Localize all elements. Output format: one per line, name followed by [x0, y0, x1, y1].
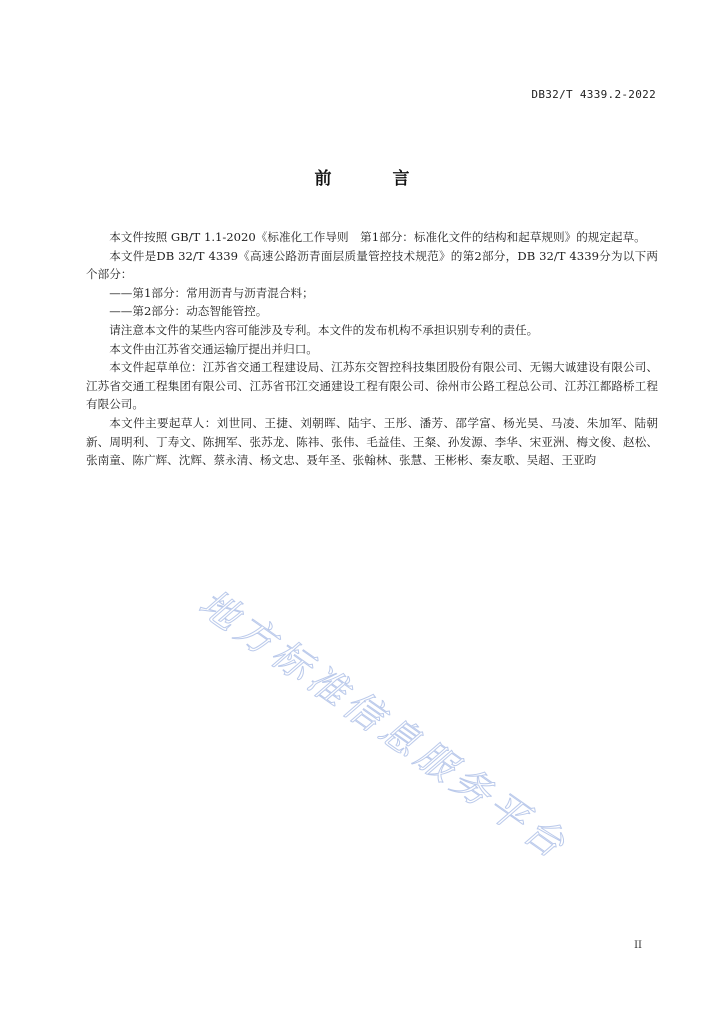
paragraph-drafting-units: 本文件起草单位：江苏省交通工程建设局、江苏东交智控科技集团股份有限公司、无锡大诚建设有限公司、江苏省交通工程集团有限公司、江苏省邗江交通建设工程有限公司、徐州市公路工程总公司、江苏江都路桥工程有限公司。: [86, 360, 658, 412]
page-title: 前 言: [314, 169, 432, 189]
paragraph-drafters: 本文件主要起草人：刘世同、王捷、刘朝晖、陆宇、王彤、潘芳、邵学富、杨光昊、马凌、朱加军、陆朝新、周明利、丁寿文、陈拥军、张苏龙、陈祎、张伟、毛益佳、王粲、孙发源、李华、宋亚洲、梅文俊、赵松、张南童、陈广辉、沈辉、蔡永清、杨文忠、聂年圣、张翰林、张慧、王彬彬、秦友歌、吴超、王亚昀: [86, 415, 658, 468]
watermark: 地方标准信息服务平台: [191, 580, 577, 870]
paragraph-drafting-rules: 本文件按照 GB/T 1.1-2020《标准化工作导则 第1部分：标准化文件的结构和起草规则》的规定起草。: [109, 230, 646, 244]
document-body: [86, 228, 658, 470]
standard-code: DB32/T 4339.2-2022: [531, 88, 656, 101]
paragraph-patent-notice: 请注意本文件的某些内容可能涉及专利。本文件的发布机构不承担识别专利的责任。: [109, 322, 539, 337]
paragraph-series-intro: 本文件是DB 32/T 4339《高速公路沥青面层质量管控技术规范》的第2部分，DB 32/T 4339分为以下两个部分：: [86, 248, 658, 282]
list-item-part-1: ——第1部分：常用沥青与沥青混合料；: [109, 285, 314, 300]
page-number: II: [634, 940, 642, 951]
list-item-part-2: ——第2部分：动态智能管控。: [109, 304, 268, 319]
paragraph-proposer: 本文件由江苏省交通运输厅提出并归口。: [109, 341, 318, 356]
